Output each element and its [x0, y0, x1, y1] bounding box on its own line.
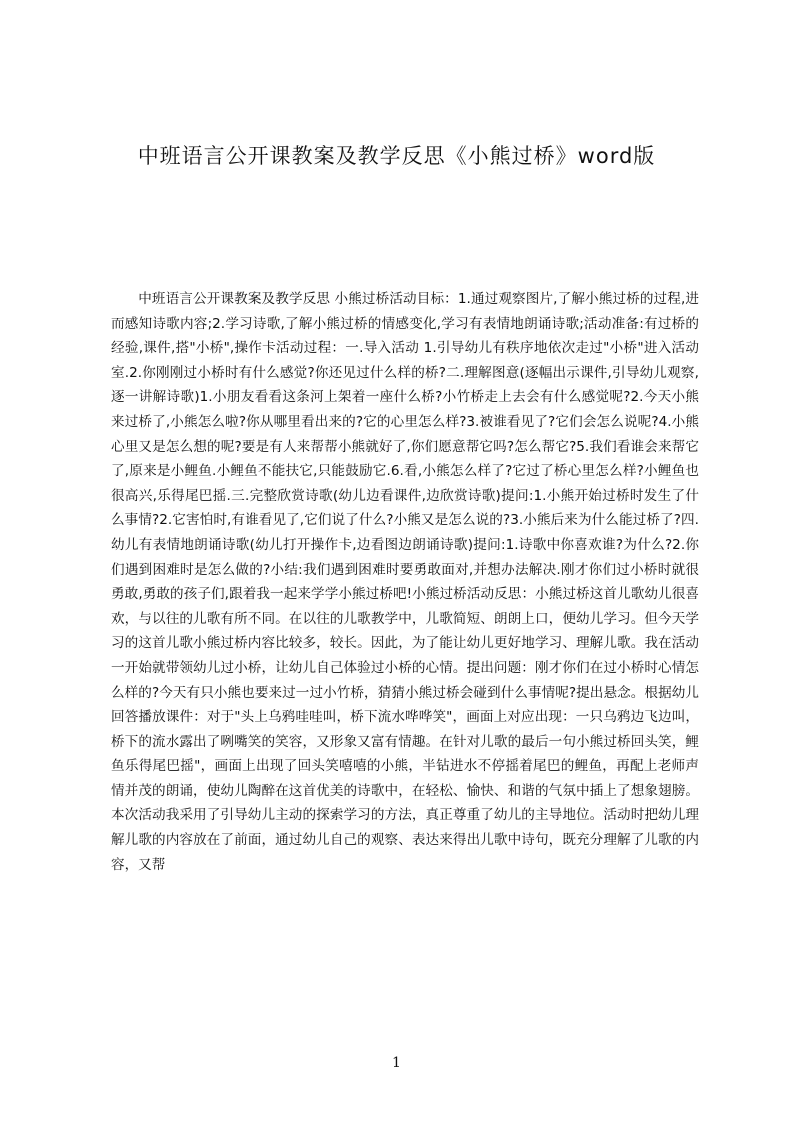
document-body: [111, 287, 699, 1007]
body-paragraph: 中班语言公开课教案及教学反思 小熊过桥活动目标：1.通过观察图片,了解小熊过桥的过程,进而感知诗歌内容;2.学习诗歌,了解小熊过桥的情感变化,学习有表情地朗诵诗歌;活动准备:有过桥的经验,课件,搭"小桥",操作卡活动过程：一.导入活动 1.引导幼儿有秩序地依次走过"小桥"进入活动室.2.你刚刚过小桥时有什么感觉?你还见过什么样的桥?二.理解图意(逐幅出示课件,引导幼儿观察,逐一讲解诗歌)1.小朋友看看这条河上架着一座什么桥?小竹桥走上去会有什么感觉呢?2.今天小熊来过桥了,小熊怎么啦?你从哪里看出来的?它的心里怎么样?3.被谁看见了?它们会怎么说呢?4.小熊心里又是怎么想的呢?要是有人来帮帮小熊就好了,你们愿意帮它吗?怎么帮它?5.我们看谁会来帮它了,原来是小鲤鱼.小鲤鱼不能扶它,只能鼓励它.6.看,小熊怎么样了?它过了桥心里怎么样?小鲤鱼也很高兴,乐得尾巴摇.三.完整欣赏诗歌(幼儿边看课件,边欣赏诗歌)提问:1.小熊开始过桥时发生了什么事情?2.它害怕时,有谁看见了,它们说了什么?小熊又是怎么说的?3.小熊后来为什么能过桥了?四.幼儿有表情地朗诵诗歌(幼儿打开操作卡,边看图边朗诵诗歌)提问:1.诗歌中你喜欢谁?为什么?2.你们遇到困难时是怎么做的?小结:我们遇到困难时要勇敢面对,并想办法解决.刚才你们过小桥时就很勇敢,勇敢的孩子们,跟着我一起来学学小熊过桥吧!小熊过桥活动反思：小熊过桥这首儿歌幼儿很喜欢，与以往的儿歌有所不同。在以往的儿歌教学中，儿歌简短、朗朗上口，便幼儿学习。但今天学习的这首儿歌小熊过桥内容比较多，较长。因此，为了能让幼儿更好地学习、理解儿歌。我在活动一开始就带领幼儿过小桥，让幼儿自己体验过小桥的心情。提出问题：刚才你们在过小桥时心情怎么样的?今天有只小熊也要来过一过小竹桥，猜猜小熊过桥会碰到什么事情呢?提出悬念。根据幼儿回答播放课件：对于"头上乌鸦哇哇叫，桥下流水哗哗笑"，画面上对应出现：一只乌鸦边飞边叫，桥下的流水露出了咧嘴笑的笑容，又形象又富有情趣。在针对儿歌的最后一句小熊过桥回头笑，鲤鱼乐得尾巴摇"，画面上出现了回头笑嘻嘻的小熊，半钻进水不停摇着尾巴的鲤鱼，再配上老师声情并茂的朗诵，使幼儿陶醉在这首优美的诗歌中，在轻松、愉快、和谐的气氛中插上了想象翅膀。本次活动我采用了引导幼儿主动的探索学习的方法，真正尊重了幼儿的主导地位。活动时把幼儿理解儿歌的内容放在了前面，通过幼儿自己的观察、表达来得出儿歌中诗句，既充分理解了儿歌的内容，又帮: [111, 291, 699, 873]
document-title: 中班语言公开课教案及教学反思《小熊过桥》word版: [137, 144, 656, 168]
page-number: 1: [392, 1055, 401, 1071]
